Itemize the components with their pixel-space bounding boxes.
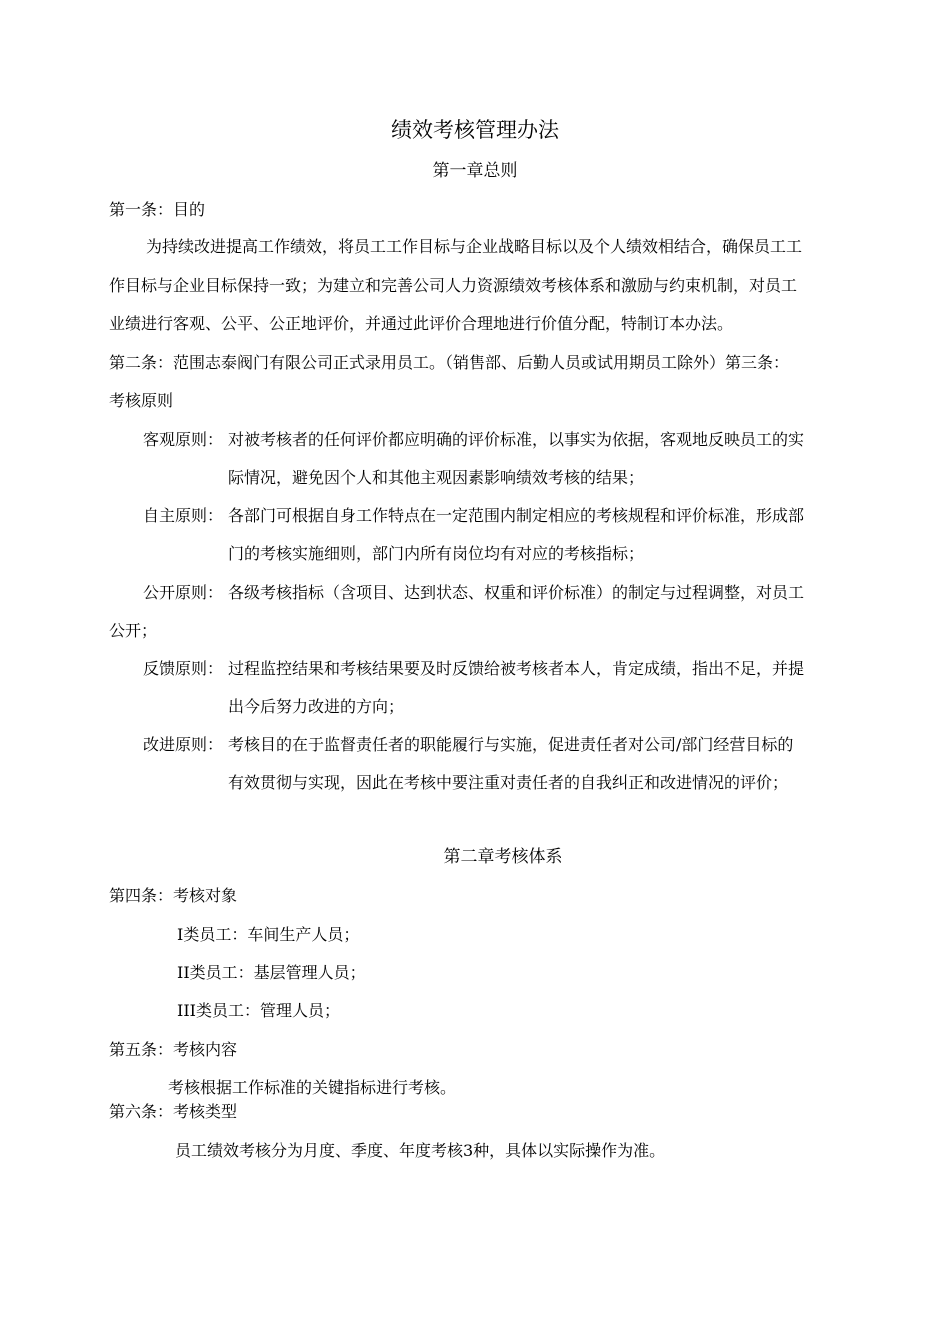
article-5-body: 考核根据工作标准的关键指标进行考核。 (168, 1078, 457, 1097)
principle-autonomy-line-2: 门的考核实施细则，部门内所有岗位均有对应的考核指标； (228, 544, 645, 563)
principle-improvement-label: 改进原则： (143, 735, 224, 754)
article-2-line: 第二条：范围志泰阀门有限公司正式录用员工。（销售部、后勤人员或试用期员工除外）第三条： (109, 353, 790, 372)
article-1-line-3: 业绩进行客观、公平、公正地评价，并通过此评价合理地进行价值分配，特制订本办法。 (109, 314, 734, 333)
principle-openness-line-1: 各级考核指标（含项目、达到状态、权重和评价标准）的制定与过程调整，对员工 (228, 583, 805, 602)
article-4-heading: 第四条：考核对象 (109, 886, 238, 905)
principle-feedback-label: 反馈原则： (143, 659, 224, 678)
document-title: 绩效考核管理办法 (391, 118, 559, 142)
principle-objective-label: 客观原则： (143, 430, 224, 449)
employee-type-1: I类员工：车间生产人员； (177, 925, 360, 944)
principle-openness-line-2: 公开； (109, 621, 158, 640)
principle-feedback-line-1: 过程监控结果和考核结果要及时反馈给被考核者本人，肯定成绩，指出不足，并提 (228, 659, 805, 678)
article-1-line-1: 为持续改进提高工作绩效，将员工工作目标与企业战略目标以及个人绩效相结合，确保员工工 (146, 237, 803, 256)
article-1-heading: 第一条：目的 (109, 200, 206, 219)
principle-autonomy-line-1: 各部门可根据自身工作特点在一定范围内制定相应的考核规程和评价标准，形成部 (228, 506, 805, 525)
article-5-heading: 第五条：考核内容 (109, 1040, 238, 1059)
chapter-2-title: 第二章考核体系 (443, 847, 563, 867)
employee-type-2: II类员工：基层管理人员； (177, 963, 366, 982)
chapter-1-title: 第一章总则 (432, 161, 518, 181)
employee-type-3: III类员工：管理人员； (177, 1001, 340, 1020)
article-3-heading: 考核原则 (109, 391, 174, 410)
principle-autonomy-label: 自主原则： (143, 506, 224, 525)
article-1-line-2: 作目标与企业目标保持一致；为建立和完善公司人力资源绩效考核体系和激励与约束机制，对员工 (109, 276, 798, 295)
article-6-body: 员工绩效考核分为月度、季度、年度考核3种，具体以实际操作为准。 (175, 1141, 666, 1160)
principle-openness-label: 公开原则： (143, 583, 224, 602)
article-6-heading: 第六条：考核类型 (109, 1102, 238, 1121)
principle-objective-line-1: 对被考核者的任何评价都应明确的评价标准，以事实为依据，客观地反映员工的实 (228, 430, 805, 449)
principle-improvement-line-2: 有效贯彻与实现，因此在考核中要注重对责任者的自我纠正和改进情况的评价； (228, 773, 789, 792)
principle-improvement-line-1: 考核目的在于监督责任者的职能履行与实施，促进责任者对公司/部门经营目标的 (228, 735, 794, 754)
principle-objective-line-2: 际情况，避免因个人和其他主观因素影响绩效考核的结果； (228, 468, 645, 487)
principle-feedback-line-2: 出今后努力改进的方向； (228, 697, 405, 716)
